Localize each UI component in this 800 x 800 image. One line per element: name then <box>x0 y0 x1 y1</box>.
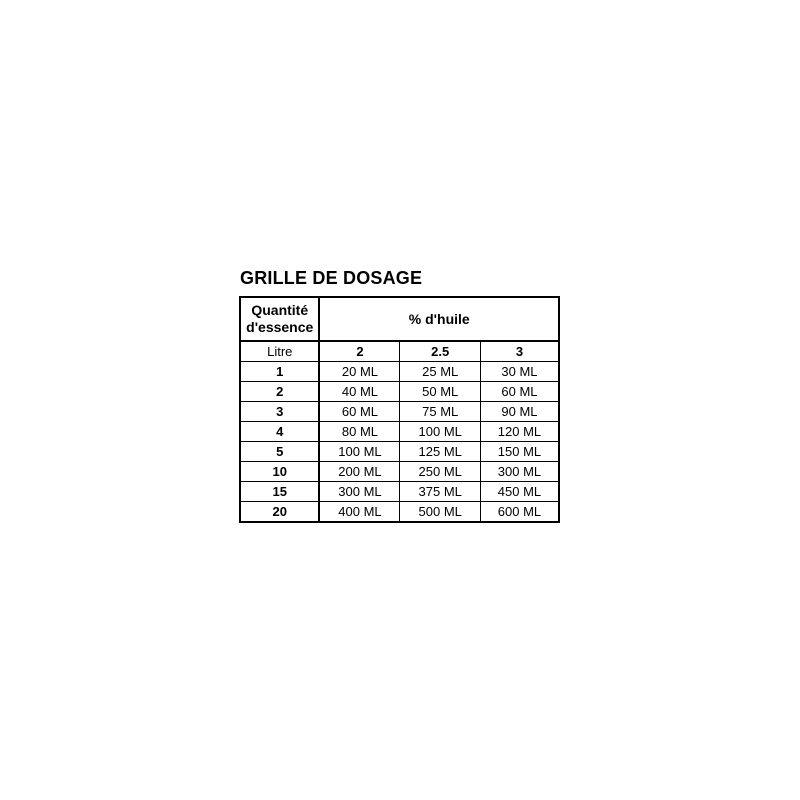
table-cell: 75 ML <box>400 402 480 422</box>
table-cell: 300 ML <box>319 482 399 502</box>
table-cell: 100 ML <box>400 422 480 442</box>
row-quantity: 5 <box>240 442 319 462</box>
header-quantity: Quantité d'essence <box>240 297 319 341</box>
dosage-table <box>239 296 560 523</box>
table-cell: 400 ML <box>319 502 399 523</box>
table-cell: 600 ML <box>480 502 559 523</box>
table-cell: 100 ML <box>319 442 399 462</box>
row-quantity: 10 <box>240 462 319 482</box>
table-cell: 125 ML <box>400 442 480 462</box>
table-row <box>240 382 559 402</box>
table-cell: 90 ML <box>480 402 559 422</box>
table-cell: 500 ML <box>400 502 480 523</box>
page-title: GRILLE DE DOSAGE <box>240 268 423 288</box>
header-oil-percentage: % d'huile <box>319 297 559 341</box>
table-row <box>240 402 559 422</box>
row-quantity: 1 <box>240 362 319 382</box>
percentage-2-5: 2.5 <box>400 341 480 362</box>
table-row <box>240 362 559 382</box>
table-cell: 150 ML <box>480 442 559 462</box>
table-cell: 60 ML <box>480 382 559 402</box>
table-subheader-row <box>240 341 559 362</box>
table-row <box>240 502 559 523</box>
table-cell: 375 ML <box>400 482 480 502</box>
row-quantity: 4 <box>240 422 319 442</box>
table-row <box>240 482 559 502</box>
table-cell: 30 ML <box>480 362 559 382</box>
row-quantity: 3 <box>240 402 319 422</box>
table-cell: 80 ML <box>319 422 399 442</box>
table-cell: 20 ML <box>319 362 399 382</box>
table-row <box>240 462 559 482</box>
table-header-row <box>240 297 559 341</box>
row-quantity: 15 <box>240 482 319 502</box>
unit-label: Litre <box>240 341 319 362</box>
table-row <box>240 442 559 462</box>
table-cell: 450 ML <box>480 482 559 502</box>
table-cell: 250 ML <box>400 462 480 482</box>
table-cell: 200 ML <box>319 462 399 482</box>
table-cell: 60 ML <box>319 402 399 422</box>
table-cell: 50 ML <box>400 382 480 402</box>
table-cell: 25 ML <box>400 362 480 382</box>
row-quantity: 2 <box>240 382 319 402</box>
percentage-2: 2 <box>319 341 399 362</box>
dosage-document <box>239 268 560 523</box>
table-cell: 40 ML <box>319 382 399 402</box>
table-cell: 300 ML <box>480 462 559 482</box>
table-cell: 120 ML <box>480 422 559 442</box>
row-quantity: 20 <box>240 502 319 523</box>
table-row <box>240 422 559 442</box>
percentage-3: 3 <box>480 341 559 362</box>
